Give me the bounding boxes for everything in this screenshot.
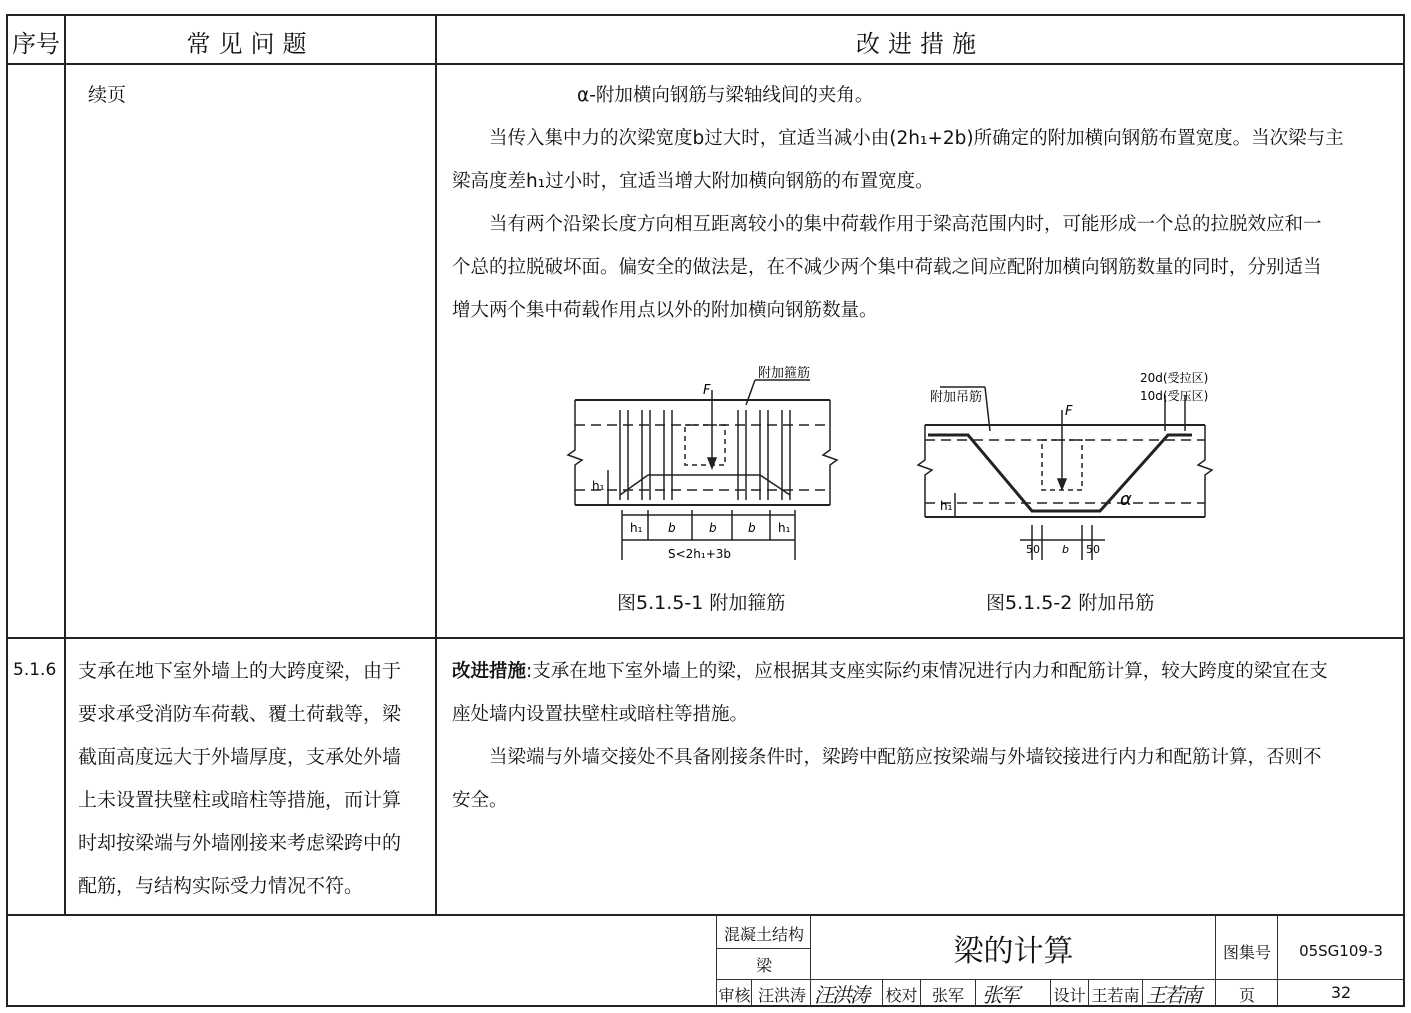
issue-line-4: 上未设置扶壁柱或暗柱等措施，而计算 bbox=[78, 789, 402, 811]
paragraph-3c: 增大两个集中荷载作用点以外的附加横向钢筋数量。 bbox=[452, 300, 878, 321]
measure-line-d: 安全。 bbox=[452, 790, 508, 811]
issue-line-6: 配筋，与结构实际受力情况不符。 bbox=[78, 875, 364, 897]
header-bottom-border bbox=[6, 63, 1405, 65]
tb-page-no: 32 bbox=[1330, 983, 1352, 1002]
col-divider-1 bbox=[64, 14, 66, 916]
table-top-border bbox=[6, 14, 1405, 16]
tb-design-signature: 王若南 bbox=[1146, 983, 1200, 1007]
fig2-label-compress: 10d(受压区) bbox=[1140, 389, 1209, 403]
issue-line-3: 截面高度远大于外墙厚度，支承处外墙 bbox=[78, 746, 402, 768]
header-issue: 常见问题 bbox=[186, 30, 315, 58]
tb-page-label: 页 bbox=[1238, 986, 1255, 1005]
fig2-dim-1: 50 bbox=[1026, 543, 1040, 556]
row2-issue bbox=[78, 650, 428, 908]
fig2-dim-2: b bbox=[1062, 543, 1069, 556]
tb-review-name: 汪洪涛 bbox=[757, 986, 806, 1005]
fig2-label-left: 附加吊筋 bbox=[930, 390, 983, 405]
tb-atlas-label: 图集号 bbox=[1222, 943, 1271, 962]
tb-v4 bbox=[1277, 916, 1278, 1006]
fig2-label-tension: 20d(受拉区) bbox=[1140, 371, 1209, 385]
paragraph-3a: 当有两个沿梁长度方向相互距离较小的集中荷载作用于梁高范围内时，可能形成一个总的拉脱效应和一 bbox=[489, 214, 1322, 235]
figure-hanger-bars bbox=[910, 365, 1220, 570]
fig1-label-top: 附加箍筋 bbox=[758, 366, 811, 381]
paragraph-3b: 个总的拉脱破坏面。偏安全的做法是，在不减少两个集中荷载之间应配附加横向钢筋数量的同时，分别适当 bbox=[452, 257, 1322, 278]
tb-title: 梁的计算 bbox=[953, 934, 1074, 969]
row2-measure bbox=[452, 650, 1397, 822]
col-divider-2 bbox=[435, 14, 437, 916]
tb-v3 bbox=[1215, 916, 1216, 1006]
fig1-dim-5: h₁ bbox=[778, 521, 791, 535]
header-no: 序号 bbox=[12, 30, 60, 58]
measure-line-c: 当梁端与外墙交接处不具备刚接条件时，梁跨中配筋应按梁端与外墙铰接进行内力和配筋计算，否则不 bbox=[489, 747, 1322, 768]
fig1-dim-total: S<2h₁+3b bbox=[668, 547, 732, 561]
tb-v11 bbox=[1142, 979, 1143, 1006]
table-left-border bbox=[6, 14, 8, 1007]
fig1-label-F: F bbox=[703, 383, 711, 398]
fig1-dim-4: b bbox=[748, 521, 756, 535]
fig1-dim-3: b bbox=[709, 521, 717, 535]
tb-design-label: 设计 bbox=[1053, 986, 1086, 1005]
row-divider bbox=[6, 637, 1405, 639]
row2-number: 5.1.6 bbox=[13, 660, 57, 680]
paragraph-2a: 当传入集中力的次梁宽度b过大时，宜适当减小由(2h₁+2b)所确定的附加横向钢筋布置宽度。当次梁与主 bbox=[489, 128, 1344, 149]
row1-measure bbox=[452, 74, 1397, 332]
paragraph-2b: 梁高度差h₁过小时，宜适当增大附加横向钢筋的布置宽度。 bbox=[452, 171, 934, 192]
tb-review-signature: 汪洪涛 bbox=[814, 983, 868, 1007]
fig2-label-F: F bbox=[1065, 404, 1073, 419]
tb-check-name: 张军 bbox=[931, 986, 964, 1005]
row1-issue: 续页 bbox=[88, 84, 127, 106]
measure-line-a bbox=[452, 650, 1397, 693]
issue-line-2: 要求承受消防车荷载、覆土荷载等，梁 bbox=[78, 703, 402, 725]
tb-h2 bbox=[716, 948, 810, 949]
fig1-dim-2: b bbox=[668, 521, 676, 535]
rows-bottom-border bbox=[6, 914, 1405, 916]
tb-design-name: 王若南 bbox=[1091, 986, 1140, 1005]
tb-review-label: 审核 bbox=[718, 986, 751, 1005]
issue-line-1: 支承在地下室外墙上的大跨度梁，由于 bbox=[78, 660, 402, 682]
fig2-caption: 图5.1.5-2 附加吊筋 bbox=[986, 592, 1155, 614]
fig2-label-alpha: α bbox=[1120, 489, 1132, 510]
measure-text-a: :支承在地下室外墙上的梁，应根据其支座实际约束情况进行内力和配筋计算，较大跨度的梁宜在支 bbox=[526, 661, 1328, 682]
measure-label: 改进措施 bbox=[452, 661, 527, 682]
tb-v5 bbox=[751, 979, 752, 1006]
header-measure: 改进措施 bbox=[856, 30, 984, 58]
tb-category2: 梁 bbox=[755, 956, 772, 975]
table-right-border bbox=[1403, 14, 1405, 1007]
fig1-dim-1: h₁ bbox=[630, 521, 643, 535]
tb-v8 bbox=[975, 979, 976, 1006]
tb-category1: 混凝土结构 bbox=[723, 925, 804, 944]
fig2-label-h1: h₁ bbox=[940, 499, 953, 513]
issue-line-5: 时却按梁端与外墙刚接来考虑梁跨中的 bbox=[78, 832, 402, 854]
fig1-label-h1: h₁ bbox=[592, 479, 605, 493]
tb-check-label: 校对 bbox=[885, 986, 918, 1005]
alpha-definition: α-附加横向钢筋与梁轴线间的夹角。 bbox=[577, 85, 874, 106]
measure-line-b: 座处墙内设置扶壁柱或暗柱等措施。 bbox=[452, 704, 749, 725]
tb-atlas-no: 05SG109-3 bbox=[1299, 942, 1383, 960]
fig2-dim-3: 50 bbox=[1086, 543, 1100, 556]
tb-v1 bbox=[716, 916, 717, 1006]
fig1-caption: 图5.1.5-1 附加箍筋 bbox=[617, 592, 786, 614]
figure-stirrups bbox=[560, 360, 860, 575]
tb-check-signature: 张军 bbox=[982, 983, 1018, 1007]
